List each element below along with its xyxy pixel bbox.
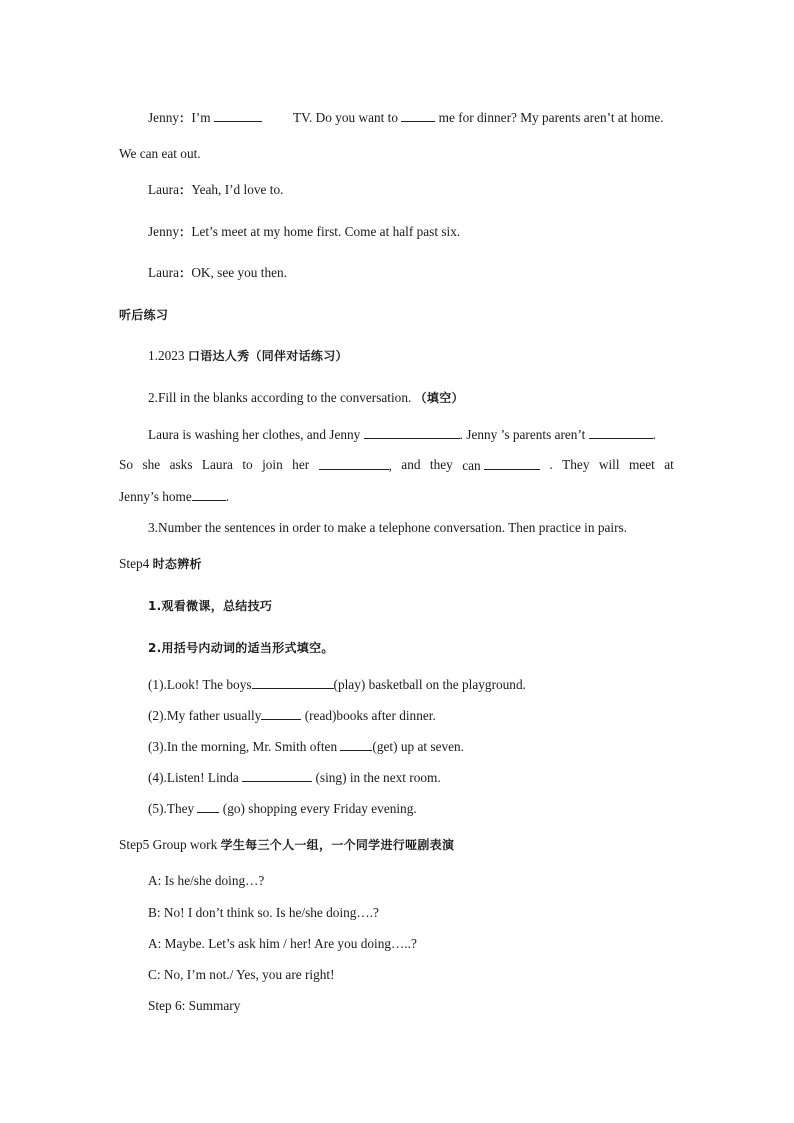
text-segment: . Jenny ’s parents aren’t (459, 427, 589, 442)
bold-text: 学生每三个人一组，一个同学进行哑剧表演 (220, 838, 455, 852)
text-segment: Laura is washing her clothes, and Jenny (148, 427, 364, 442)
text-segment: (1).Look! The boys (148, 677, 252, 692)
text-segment: (play) basketball on the playground. (333, 677, 526, 692)
fill-blank[interactable] (242, 769, 312, 782)
speaker-colon: ： (179, 266, 192, 280)
exercise-line (148, 769, 441, 786)
post-listening-item-3: 3.Number the sentences in order to make a telephone conversation. Then practice in pairs. (148, 520, 628, 535)
fill-blank[interactable] (319, 457, 389, 470)
text-segment: Step4 (119, 556, 153, 571)
bold-text: （填空） (414, 391, 464, 405)
fill-blank[interactable] (197, 800, 219, 813)
step4-item-1: 1.观看微课，总结技巧 (148, 599, 273, 613)
fill-blank[interactable] (340, 738, 372, 751)
text-segment: (4).Listen! Linda (148, 770, 243, 785)
word: asks (169, 457, 193, 472)
dialogue-line-laura-2 (148, 265, 287, 281)
dialogue-line-laura-1 (148, 182, 283, 198)
text-segment: 1.2023 (148, 348, 188, 363)
group-dialogue-line: C: No, I’m not./ Yes, you are right! (148, 967, 335, 982)
text-segment: Yeah, I’d love to. (191, 182, 284, 197)
group-dialogue-line: A: Maybe. Let’s ask him / her! Are you doing…..? (148, 936, 417, 951)
text-segment: (2).My father usually (148, 708, 262, 723)
word: to (242, 457, 253, 472)
text-segment: (3).In the morning, Mr. Smith often (148, 739, 341, 754)
fill-blank[interactable] (252, 676, 334, 689)
speaker-colon: ： (179, 225, 192, 239)
text-segment: TV. Do you want to (289, 110, 402, 125)
text-segment: . (652, 427, 656, 442)
text-segment: Jenny’s home (119, 489, 192, 504)
section-heading-step5 (119, 837, 454, 853)
speaker-name: Laura (148, 182, 180, 197)
blank-group (462, 457, 540, 474)
word: They (562, 457, 590, 472)
fill-paragraph-line-2 (119, 457, 674, 474)
post-listening-item-2 (148, 390, 464, 406)
section-heading-post-listening: 听后练习 (119, 308, 169, 322)
word: she (142, 457, 161, 472)
fill-blank[interactable] (401, 109, 435, 122)
fill-blank[interactable] (364, 426, 460, 439)
dialogue-line-jenny-2 (148, 224, 460, 240)
text-segment: 2.Fill in the blanks according to the conversation. (148, 390, 415, 405)
text-segment: Step5 Group work (119, 837, 221, 852)
exercise-line (148, 707, 436, 724)
word: they (429, 457, 453, 472)
bold-text: 时态辨析 (152, 557, 202, 571)
dialogue-line-jenny-1 (148, 109, 664, 126)
group-dialogue-line: B: No! I don’t think so. Is he/she doing….? (148, 905, 379, 920)
fill-blank[interactable] (214, 109, 262, 122)
fill-blank[interactable] (261, 707, 301, 720)
text-segment: (get) up at seven. (372, 739, 464, 754)
speaker-name: Jenny (148, 110, 180, 125)
section-heading-step4 (119, 556, 202, 572)
speaker-colon: ： (179, 111, 192, 125)
word: Laura (201, 457, 233, 472)
speaker-colon: ： (179, 183, 192, 197)
word: at (664, 457, 674, 472)
text-segment: (go) shopping every Friday evening. (219, 801, 417, 816)
word: her (292, 457, 310, 472)
fill-blank[interactable] (192, 488, 226, 501)
fill-paragraph-line-1 (148, 426, 656, 443)
exercise-line (148, 738, 464, 755)
group-dialogue-line: A: Is he/she doing…? (148, 873, 265, 888)
text-segment: (sing) in the next room. (312, 770, 441, 785)
text-segment: . (225, 489, 230, 504)
text-segment: me for dinner? My parents aren’t at home. (435, 110, 664, 125)
word: join (262, 457, 283, 472)
fill-blank[interactable] (589, 426, 653, 439)
bold-text: 口语达人秀（同伴对话练习） (187, 349, 348, 363)
post-listening-item-1 (148, 348, 348, 364)
word: So (119, 457, 134, 472)
text-segment: Let’s meet at my home first. Come at half past six. (191, 224, 461, 239)
text-segment: I’m (191, 110, 214, 125)
word: and (401, 457, 421, 472)
section-heading-step6: Step 6: Summary (148, 998, 241, 1013)
text-segment: (5).They (148, 801, 198, 816)
punctuation: , (388, 458, 392, 473)
speaker-name: Jenny (148, 224, 180, 239)
blank-group (319, 457, 392, 474)
exercise-line (148, 800, 417, 817)
dialogue-line-continuation: We can eat out. (119, 146, 201, 161)
punctuation: . (549, 457, 553, 472)
word: meet (628, 457, 655, 472)
exercise-line (148, 676, 526, 693)
fill-blank[interactable] (484, 457, 540, 470)
word: can (462, 458, 481, 473)
text-segment: (read)books after dinner. (301, 708, 436, 723)
word: will (598, 457, 620, 472)
step4-item-2: 2.用括号内动词的适当形式填空。 (148, 641, 334, 655)
fill-paragraph-line-3 (119, 488, 229, 505)
text-segment: OK, see you then. (191, 265, 287, 280)
speaker-name: Laura (148, 265, 180, 280)
